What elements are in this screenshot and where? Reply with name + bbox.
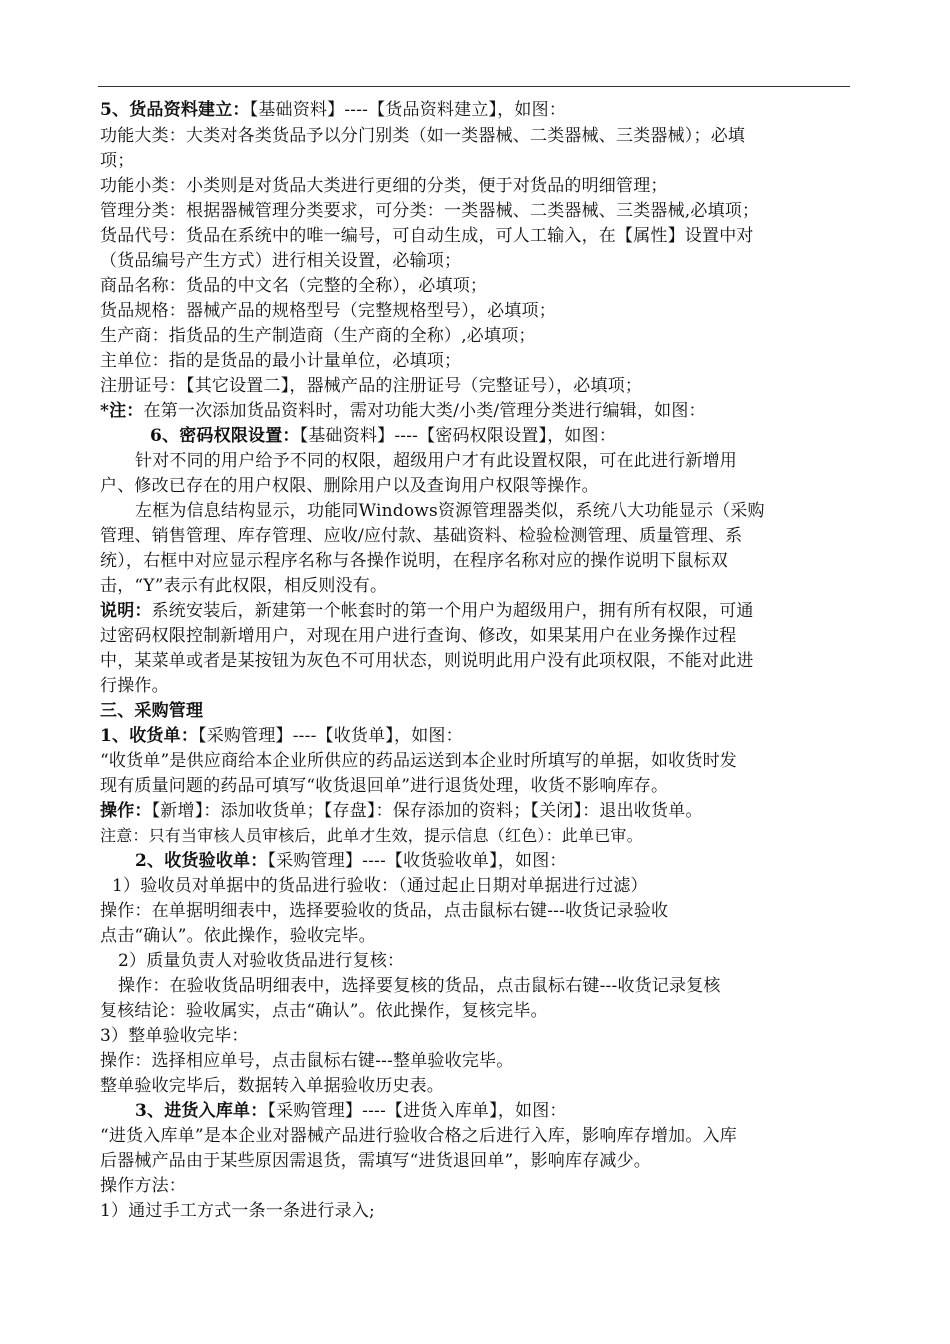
text-line: 功能小类：小类则是对货品大类进行更细的分类，便于对货品的明细管理； [100,176,668,196]
text-line: 操作：选择相应单号，点击鼠标右键---整单验收完毕。 [100,1051,514,1071]
text-line: 货品规格：器械产品的规格型号（完整规格型号），必填项； [100,301,556,321]
text-line: 注册证号：【其它设置二】，器械产品的注册证号（完整证号），必填项； [100,376,643,396]
text-line: 主单位：指的是货品的最小计量单位，必填项； [100,351,462,371]
text-line: 功能大类：大类对各类货品予以分门别类（如一类器械、二类器械、三类器械）；必填 [100,126,746,146]
text-line: 3）整单验收完毕： [100,1026,249,1046]
note-line: *注：在第一次添加货品资料时，需对功能大类/小类/管理分类进行编辑，如图： [100,401,706,421]
header-rule [98,86,850,87]
text-line: 操作方法： [100,1176,186,1196]
text-line: 针对不同的用户给予不同的权限，超级用户才有此设置权限，可在此进行新增用 [135,451,737,471]
text-line: 行操作。 [100,676,169,696]
text-line: 中，某菜单或者是某按钮为灰色不可用状态，则说明此用户没有此项权限，不能对此进 [100,651,754,671]
text-line: 击，“Y”表示有此权限，相反则没有。 [100,576,388,596]
text-line: 户、修改已存在的用户权限、删除用户以及查询用户权限等操作。 [100,476,599,496]
section-heading-goods-info: 5、货品资料建立：【基础资料】----【货品资料建立】，如图： [100,100,567,120]
text-line: 1）验收员对单据中的货品进行验收：（通过起止日期对单据进行过滤） [112,876,648,896]
text-line: 2）质量负责人对验收货品进行复核： [118,951,405,971]
section-heading-password: 6、密码权限设置：【基础资料】----【密码权限设置】，如图： [150,426,617,446]
text-line: 管理、销售管理、库存管理、应收/应付款、基础资料、检验检测管理、质量管理、系 [100,526,743,546]
chapter-heading-purchasing: 三、采购管理 [100,701,204,721]
text-line: “收货单”是供应商给本企业所供应的药品运送到本企业时所填写的单据，如收货时发 [100,751,737,771]
text-line: 统），右框中对应显示程序名称与各操作说明，在程序名称对应的操作说明下鼠标双 [100,551,728,571]
text-line: 商品名称：货品的中文名（完整的全称），必填项； [100,276,488,296]
text-line: 现有质量问题的药品可填写“收货退回单”进行退货处理，收货不影响库存。 [100,776,669,796]
text-line: 生产商：指货品的生产制造商（生产商的全称）,必填项； [100,326,536,346]
text-line: 操作：在单据明细表中，选择要验收的货品，点击鼠标右键---收货记录验收 [100,901,669,921]
operation-line: 操作：【新增】：添加收货单；【存盘】：保存添加的资料；【关闭】：退出收货单。 [100,801,703,821]
text-line: 项； [100,151,135,171]
text-line: 管理分类：根据器械管理分类要求，可分类：一类器械、二类器械、三类器械,必填项； [100,201,760,221]
text-line: 复核结论：验收属实，点击“确认”。依此操作，复核完毕。 [100,1001,548,1021]
section-heading-stock-in: 3、进货入库单：【采购管理】----【进货入库单】，如图： [135,1101,567,1121]
note-line: 注意：只有当审核人员审核后，此单才生效，提示信息（红色）：此单已审。 [100,826,643,845]
text-line: 左框为信息结构显示，功能同Windows资源管理器类似，系统八大功能显示（采购 [135,501,765,521]
text-line: 整单验收完毕后，数据转入单据验收历史表。 [100,1076,444,1096]
text-line: 过密码权限控制新增用户，对现在用户进行查询、修改，如果某用户在业务操作过程 [100,626,737,646]
text-line: 点击“确认”。依此操作，验收完毕。 [100,926,376,946]
section-heading-receipt: 1、收货单：【采购管理】----【收货单】，如图： [100,726,463,746]
text-line: “进货入库单”是本企业对器械产品进行验收合格之后进行入库，影响库存增加。入库 [100,1126,737,1146]
text-line: 货品代号：货品在系统中的唯一编号，可自动生成，可人工输入，在【属性】设置中对 [100,226,754,246]
text-line: 后器械产品由于某些原因需退货，需填写“进货退回单”，影响库存减少。 [100,1151,651,1171]
text-line: 1）通过手工方式一条一条进行录入; [100,1201,375,1221]
section-heading-receipt-inspection: 2、收货验收单：【采购管理】----【收货验收单】，如图： [135,851,567,871]
explanation-line: 说明：系统安装后，新建第一个帐套时的第一个用户为超级用户，拥有所有权限，可通 [100,601,754,621]
text-line: （货品编号产生方式）进行相关设置，必输项； [100,251,462,271]
text-line: 操作：在验收货品明细表中，选择要复核的货品，点击鼠标右键---收货记录复核 [118,976,721,996]
